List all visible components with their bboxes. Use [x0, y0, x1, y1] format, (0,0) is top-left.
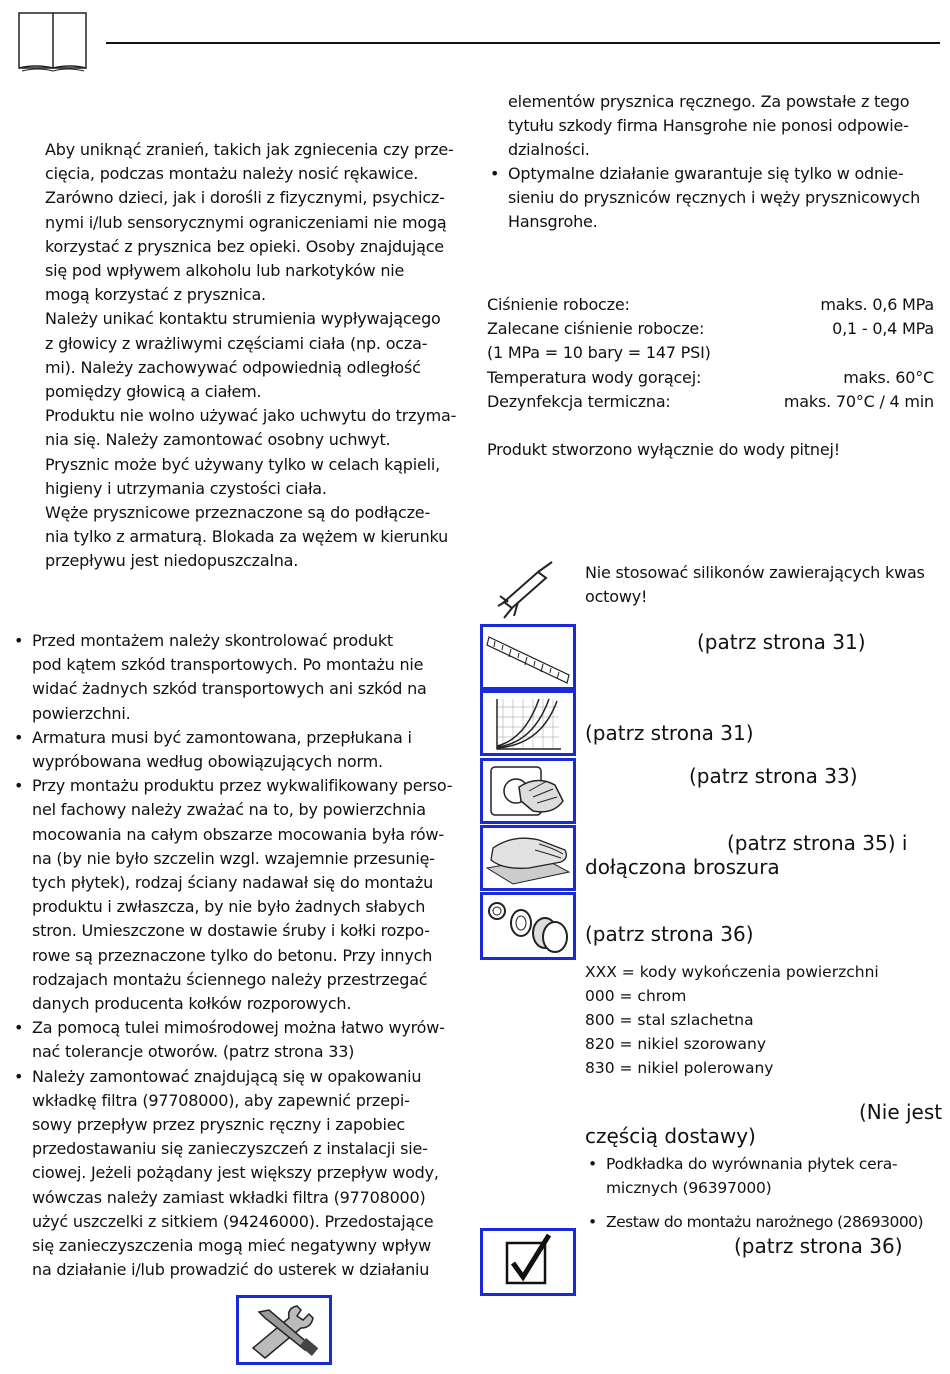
spare-parts-icon [480, 892, 576, 960]
list-item: • Za pomocą tulei mimośrodowej można łatwo wyrów- nać tolerancje otworów. (patrz strona 33) [14, 1016, 464, 1064]
finish-code: 000 = chrom [585, 987, 687, 1005]
tools-icon [236, 1295, 332, 1365]
list-item: • Optymalne działanie gwarantuje się tylko w odnie- sieniu do pryszniców ręcznych i węży prysznicowych Hansgrohe. [490, 162, 945, 235]
text-line: Należy unikać kontaktu strumienia wypływającego [45, 309, 441, 329]
ref-cleaning-brochure: dołączona broszura [585, 855, 780, 879]
drinking-water-note: Produkt stworzono wyłącznie do wody pitnej! [487, 440, 840, 459]
ref-installation: (patrz strona 33) [689, 764, 858, 788]
list-item: • Przy montażu produktu przez wykwalifikowany perso- nel fachowy należy zważać na to, by powierzchnia mocowania na całym obszarze mocowania była rów- na (by nie było szczelin wzgl. wzajemnie przesunię- tych płytek), rodzaj ściany nadawał się do montażu produktu i zwłaszcza, by nie było żadnych słabych stron. Umieszczone w dostawie śruby i kołki rozpo- rowe są przeznaczone tylko do betonu. Przy innych rodzajach montażu ściennego należy przestrzegać danych producenta kołków rozporowych. [14, 774, 464, 1016]
finish-code: 820 = nikiel szorowany [585, 1035, 766, 1053]
warning-section [45, 138, 470, 574]
ref-cleaning: (patrz strona 35) i [727, 831, 908, 855]
text-line: Zarówno dzieci, jak i dorośli z fizycznymi, psychicz- [45, 188, 445, 208]
right-continuation: elementów prysznica ręcznego. Za powstałe z tego tytułu szkody firma Hansgrohe nie ponosi odpowie- dzialności. [508, 92, 910, 160]
silicone-gun-icon [494, 558, 558, 620]
text-line: Węże prysznicowe przeznaczone są do podłącze- [45, 503, 431, 523]
ruler-icon [480, 624, 576, 690]
finish-code: 830 = nikiel polerowany [585, 1059, 774, 1077]
ref-test: (patrz strona 36) [734, 1234, 903, 1258]
accessories-note-2: częścią dostawy) [585, 1124, 756, 1148]
text-line: przepływu jest niedopuszczalna. [45, 551, 299, 571]
list-item: • Należy zamontować znajdującą się w opakowaniu wkładkę filtra (97708000), aby zapewnić przepi- sowy przepływ przez prysznic ręczny i zapobiec przedostawaniu się zanieczyszczeń z instalacji sie- ciowej. Jeżeli pożądany jest większy przepływ wody, wówczas należy zamiast wkładki filtra (97708000) użyć uszczelki z sitkiem (94246000). Przedostające się zanieczyszczenia mogą mieć negatywny wpływ na działanie i/lub prowadzić do usterek w działaniu [14, 1065, 464, 1283]
header-rule [106, 42, 940, 44]
text-line: higieny i utrzymania czystości ciała. [45, 478, 327, 498]
text-line: z głowicy z wrażliwymi częściami ciała (np. ocza- [45, 333, 428, 353]
spec-row: Dezynfekcja termiczna: maks. 70°C / 4 min [487, 391, 934, 411]
list-item: • Armatura musi być zamontowana, przepłukana i wypróbowana według obowiązujących norm. [14, 726, 464, 774]
text-line: nia się. Należy zamontować osobny uchwyt. [45, 430, 391, 450]
spec-row: (1 MPa = 10 bary = 147 PSI) [487, 343, 711, 363]
checkmark-icon [480, 1228, 576, 1296]
finish-code: XXX = kody wykończenia powierzchni [585, 963, 879, 981]
ref-spare-parts: (patrz strona 36) [585, 922, 754, 946]
finish-codes [585, 960, 945, 1080]
accessories-note: (Nie jest [859, 1100, 943, 1124]
finish-code: 800 = stal szlachetna [585, 1011, 754, 1029]
flow-diagram-icon [480, 690, 576, 756]
text-line: nymi i/lub sensorycznymi ograniczeniami nie mogą [45, 212, 447, 232]
text-line: korzystać z prysznica bez opieki. Osoby znajdujące [45, 236, 444, 256]
list-item: • Zestaw do montażu narożnego (28693000) [588, 1210, 943, 1234]
text-line: pomiędzy głowicą a ciałem. [45, 382, 262, 402]
spec-row: Temperatura wody gorącej: maks. 60°C [487, 367, 934, 387]
list-item: • Przed montażem należy skontrolować produkt pod kątem szkód transportowych. Po montażu nie widać żadnych szkód transportowych ani szkód na powierzchni. [14, 629, 464, 726]
text-line: cięcia, podczas montażu należy nosić rękawice. [45, 164, 419, 184]
text-line: nia tylko z armaturą. Blokada za wężem w kierunku [45, 527, 449, 547]
text-line: się pod wpływem alkoholu lub narkotyków nie [45, 261, 405, 281]
text-line: Prysznic może być używany tylko w celach kąpieli, [45, 454, 440, 474]
spec-row: Ciśnienie robocze: maks. 0,6 MPa [487, 295, 934, 314]
accessories-list [588, 1152, 943, 1235]
ref-flow: (patrz strona 31) [585, 721, 754, 745]
text-line: Aby uniknąć zranień, takich jak zgniecenia czy prze- [45, 140, 454, 159]
silicone-warning: Nie stosować silikonów zawierających kwas octowy! [585, 563, 925, 607]
text-line: Produktu nie wolno używać jako uchwytu do trzyma- [45, 406, 457, 426]
specs-table [487, 293, 934, 414]
cleaning-hand-icon [480, 825, 576, 891]
list-item: • Podkładka do wyrównania płytek cera- micznych (96397000) [588, 1152, 943, 1200]
book-icon [18, 12, 88, 72]
text-line: mi). Należy zachowywać odpowiednią odległość [45, 357, 421, 377]
text-line: mogą korzystać z prysznica. [45, 285, 266, 305]
right-bullet [490, 162, 945, 235]
assembly-section [14, 629, 464, 1282]
ref-dimensions: (patrz strona 31) [697, 630, 866, 654]
wall-installation-icon [480, 758, 576, 824]
spec-row: Zalecane ciśnienie robocze: 0,1 - 0,4 MPa [487, 319, 934, 339]
